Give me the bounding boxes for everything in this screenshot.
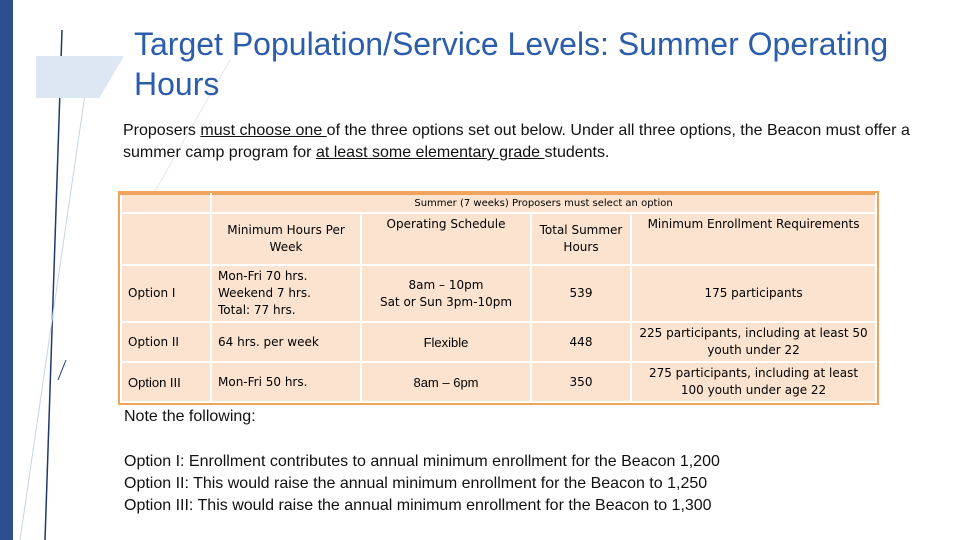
header-enrollment: Minimum Enrollment Requirements: [631, 213, 876, 265]
intro-paragraph: Proposers must choose one of the three options set out below. Under all three options, the Beacon must offer a summer camp program for at least some elementary grade students.: [123, 122, 910, 161]
page-title: Target Population/Service Levels: Summer Operating Hours: [134, 26, 889, 102]
note-line: Option II: This would raise the annual minimum enrollment for the Beacon to 1,250: [124, 475, 708, 492]
enrollment-cell: 275 participants, including at least 100 youth under age 22: [631, 362, 876, 402]
schedule-cell: Flexible: [361, 322, 531, 362]
total-cell: 539: [531, 265, 631, 322]
header-min-hours: Minimum Hours Per Week: [211, 213, 361, 265]
notes-heading: Note the following:: [124, 408, 256, 425]
table-row: [121, 265, 876, 322]
enrollment-cell: 225 participants, including at least 50 youth under 22: [631, 322, 876, 362]
schedule-cell: 8am – 10pm Sat or Sun 3pm-10pm: [361, 265, 531, 322]
total-cell: 448: [531, 322, 631, 362]
header-schedule: Operating Schedule: [361, 213, 531, 265]
note-line: Option I: Enrollment contributes to annual minimum enrollment for the Beacon 1,200: [124, 453, 720, 470]
hours-cell: Mon-Fri 70 hrs. Weekend 7 hrs. Total: 77 hrs.: [211, 265, 361, 322]
notes-list: [124, 451, 924, 517]
note-line: Option III: This would raise the annual minimum enrollment for the Beacon to 1,300: [124, 497, 712, 514]
total-cell: 350: [531, 362, 631, 402]
option-label: Option I: [121, 265, 211, 322]
header-total: Total Summer Hours: [531, 213, 631, 265]
option-label: Option II: [121, 322, 211, 362]
hours-cell: 64 hrs. per week: [211, 322, 361, 362]
table-row: [121, 362, 876, 402]
table-supra-header: Summer (7 weeks) Proposers must select an option: [211, 194, 876, 213]
hours-cell: Mon-Fri 50 hrs.: [211, 362, 361, 402]
table-row: [121, 322, 876, 362]
options-table: [120, 193, 877, 403]
enrollment-cell: 175 participants: [631, 265, 876, 322]
option-label: Option III: [121, 362, 211, 402]
schedule-cell: 8am – 6pm: [361, 362, 531, 402]
